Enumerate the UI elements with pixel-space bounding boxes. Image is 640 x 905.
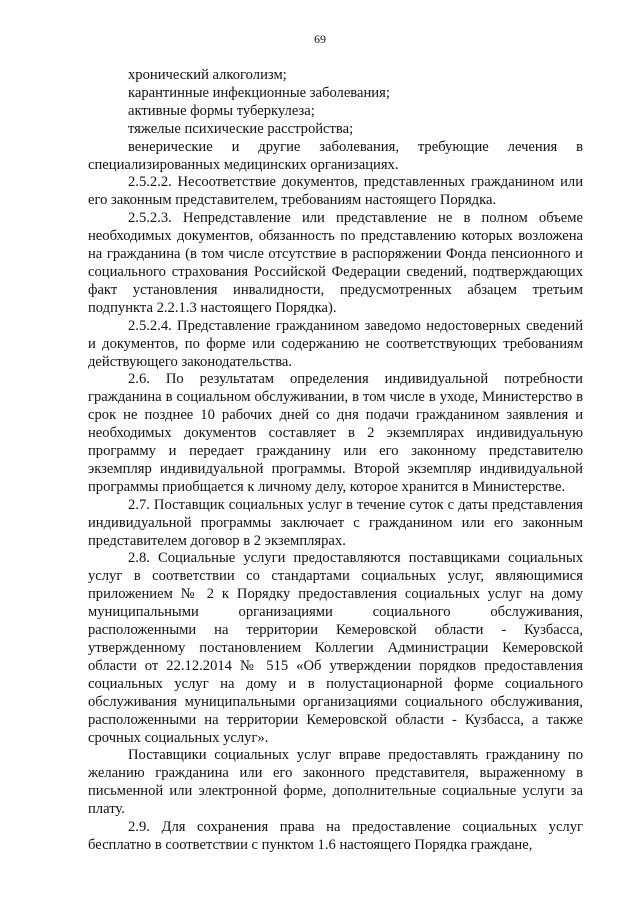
paragraph-2-8: 2.8. Социальные услуги предоставляются поставщиками социальных услуг в соответствии со стандартами социальных услуг, являющимися приложением № 2 к Порядку предоставления социальных услуг на дому муниципальными организациями социального обслуживания, расположенными на территории Кемеровской области - Кузбасса, утвержденному постановлением Коллегии Администрации Кемеровской области от 22.12.2014 № 515 «Об утверждении порядков предоставления социальных услуг на дому и в полустационарной форме социального обслуживания муниципальными организациями социального обслуживания, расположенными на территории Кемеровской области - Кузбасса, а также срочных социальных услуг».: [88, 550, 583, 746]
paragraph-list-item-tuberculosis: активные формы туберкулеза;: [128, 102, 315, 119]
document-body: [88, 67, 583, 855]
paragraph-additional-services: Поставщики социальных услуг вправе предоставлять гражданину по желанию гражданина или его законного представителя, выраженному в письменной или электронной форме, дополнительные социальные услуги за плату.: [88, 747, 583, 818]
paragraph-2-5-2-3: 2.5.2.3. Непредставление или представление не в полном объеме необходимых документов, обязанность по представлению которых возложена на гражданина (в том числе отсутствие в распоряжении Фонда пенсионного и социального страхования Российской Федерации сведений, подтверждающих факт установления инвалидности, предусмотренных абзацем третьим подпункта 2.2.1.3 настоящего Порядка).: [88, 210, 583, 316]
paragraph-2-5-2-2: 2.5.2.2. Несоответствие документов, представленных гражданином или его законным представителем, требованиям настоящего Порядка.: [88, 174, 583, 209]
paragraph-2-6: 2.6. По результатам определения индивидуальной потребности гражданина в социальном обслуживании, в том числе в уходе, Министерство в срок не позднее 10 рабочих дней со дня подачи гражданином заявления и необходимых документов составляет в 2 экземплярах индивидуальную программу и передает гражданину или его законному представителю экземпляр индивидуальной программы. Второй экземпляр индивидуальной программы приобщается к личному делу, которое хранится в Министерстве.: [88, 371, 583, 495]
paragraph-2-9: 2.9. Для сохранения права на предоставление социальных услуг бесплатно в соответствии с пунктом 1.6 настоящего Порядка граждане,: [88, 819, 583, 853]
page-number: 69: [314, 32, 326, 46]
paragraph-list-item-venereal: венерические и другие заболевания, требующие лечения в специализированных медицинских организациях.: [88, 138, 583, 173]
paragraph-2-7: 2.7. Поставщик социальных услуг в течение суток с даты представления индивидуальной программы заключает с гражданином или его законным представителем договор в 2 экземплярах.: [88, 496, 583, 549]
paragraph-list-item-alcoholism: хронический алкоголизм;: [128, 67, 287, 83]
paragraph-2-5-2-4: 2.5.2.4. Представление гражданином заведомо недостоверных сведений и документов, по форме или содержанию не соответствующих требованиям действующего законодательства.: [88, 317, 583, 370]
paragraph-list-item-mental: тяжелые психические расстройства;: [128, 120, 354, 137]
paragraph-list-item-quarantine: карантинные инфекционные заболевания;: [128, 84, 390, 101]
